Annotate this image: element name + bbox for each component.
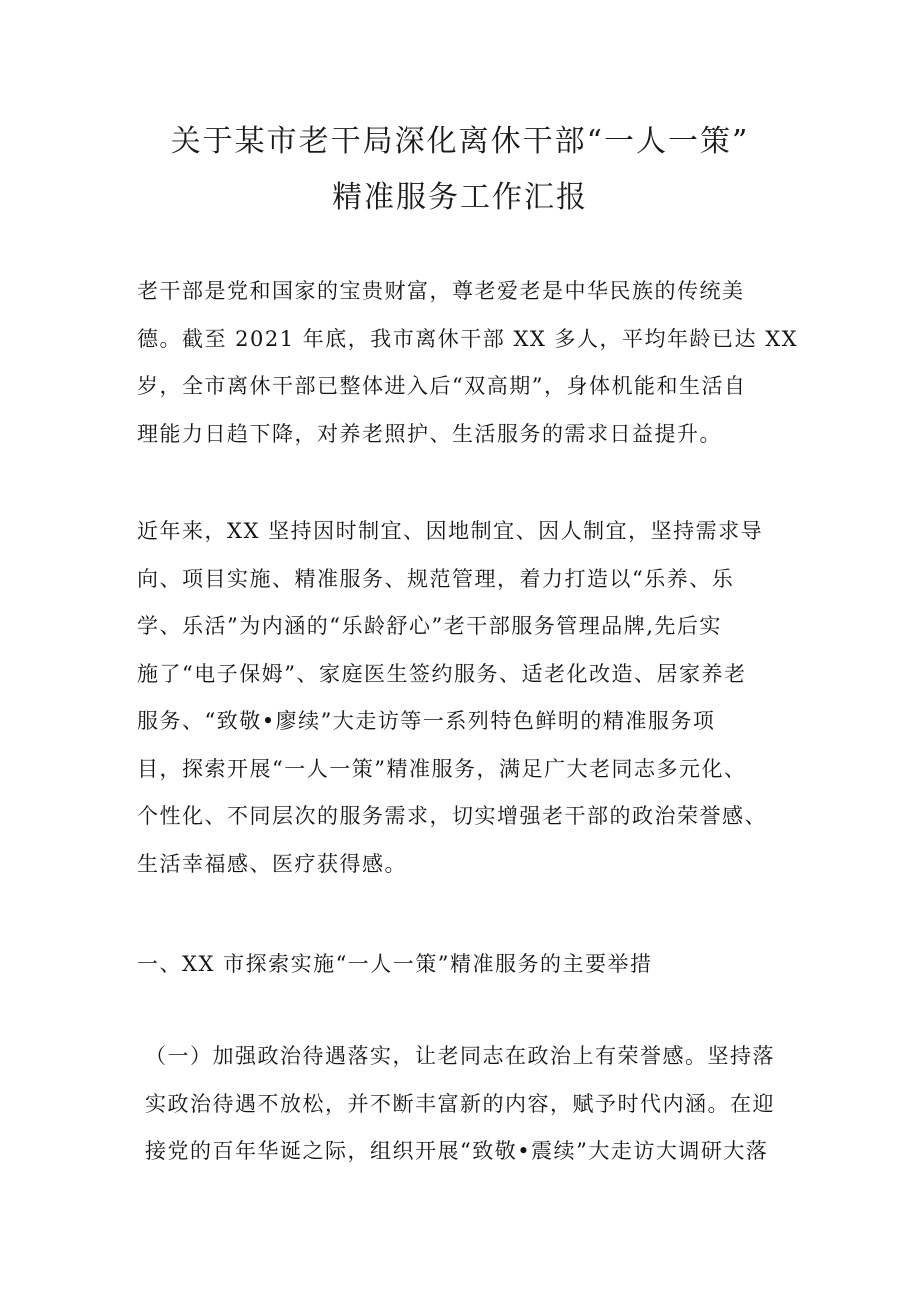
document-title-line-1: 关于某市老干局深化离休干部“一人一策” <box>170 124 750 159</box>
paragraph-line: 理能力日趋下降，对养老照护、生活服务的需求日益提升。 <box>137 421 722 446</box>
paragraph-line: 岁，全市离休干部已整体进入后“双高期”，身体机能和生活自 <box>137 374 747 398</box>
paragraph-line: （一）加强政治待遇落实，让老同志在政治上有荣誉感。坚持落 <box>145 1044 775 1068</box>
paragraph-recent-years <box>137 508 787 888</box>
paragraph-line: 服务、“致敬•廖续”大走访等一系列特色鲜明的精准服务项 <box>137 709 716 733</box>
section-heading: 一、XX 市探索实施“一人一策”精准服务的主要举措 <box>137 952 653 976</box>
paragraph-line: 个性化、不同层次的服务需求，切实增强老干部的政治荣誉感、 <box>137 804 767 828</box>
paragraph-line: 德。截至 2021 年底，我市离休干部 XX 多人，平均年龄已达 XX <box>137 326 799 351</box>
paragraph-line: 学、乐活”为内涵的“乐龄舒心”老干部服务管理品牌,先后实 <box>137 614 722 638</box>
paragraph-line: 接党的百年华诞之际，组织开展“致敬•震续”大走访大调研大落 <box>145 1139 769 1163</box>
paragraph-line: 向、项目实施、精准服务、规范管理，着力打造以“乐养、乐 <box>137 566 735 591</box>
paragraph-political-treatment <box>137 1033 789 1176</box>
document-title-line-2: 精准服务工作汇报 <box>332 180 588 215</box>
paragraph-intro <box>137 268 799 458</box>
paragraph-line: 生活幸福感、医疗获得感。 <box>137 851 407 876</box>
paragraph-line: 实政治待遇不放松，并不断丰富新的内容，赋予时代内涵。在迎 <box>145 1091 775 1116</box>
paragraph-line: 近年来，XX 坚持因时制宜、因地制宜、因人制宜，坚持需求导 <box>137 519 764 543</box>
paragraph-line: 目，探索开展“一人一策”精准服务，满足广大老同志多元化、 <box>137 756 747 781</box>
paragraph-line: 老干部是党和国家的宝贵财富，尊老爱老是中华民族的传统美 <box>137 279 745 303</box>
paragraph-line: 施了“电子保姆”、家庭医生签约服务、适老化改造、居家养老 <box>137 661 747 686</box>
